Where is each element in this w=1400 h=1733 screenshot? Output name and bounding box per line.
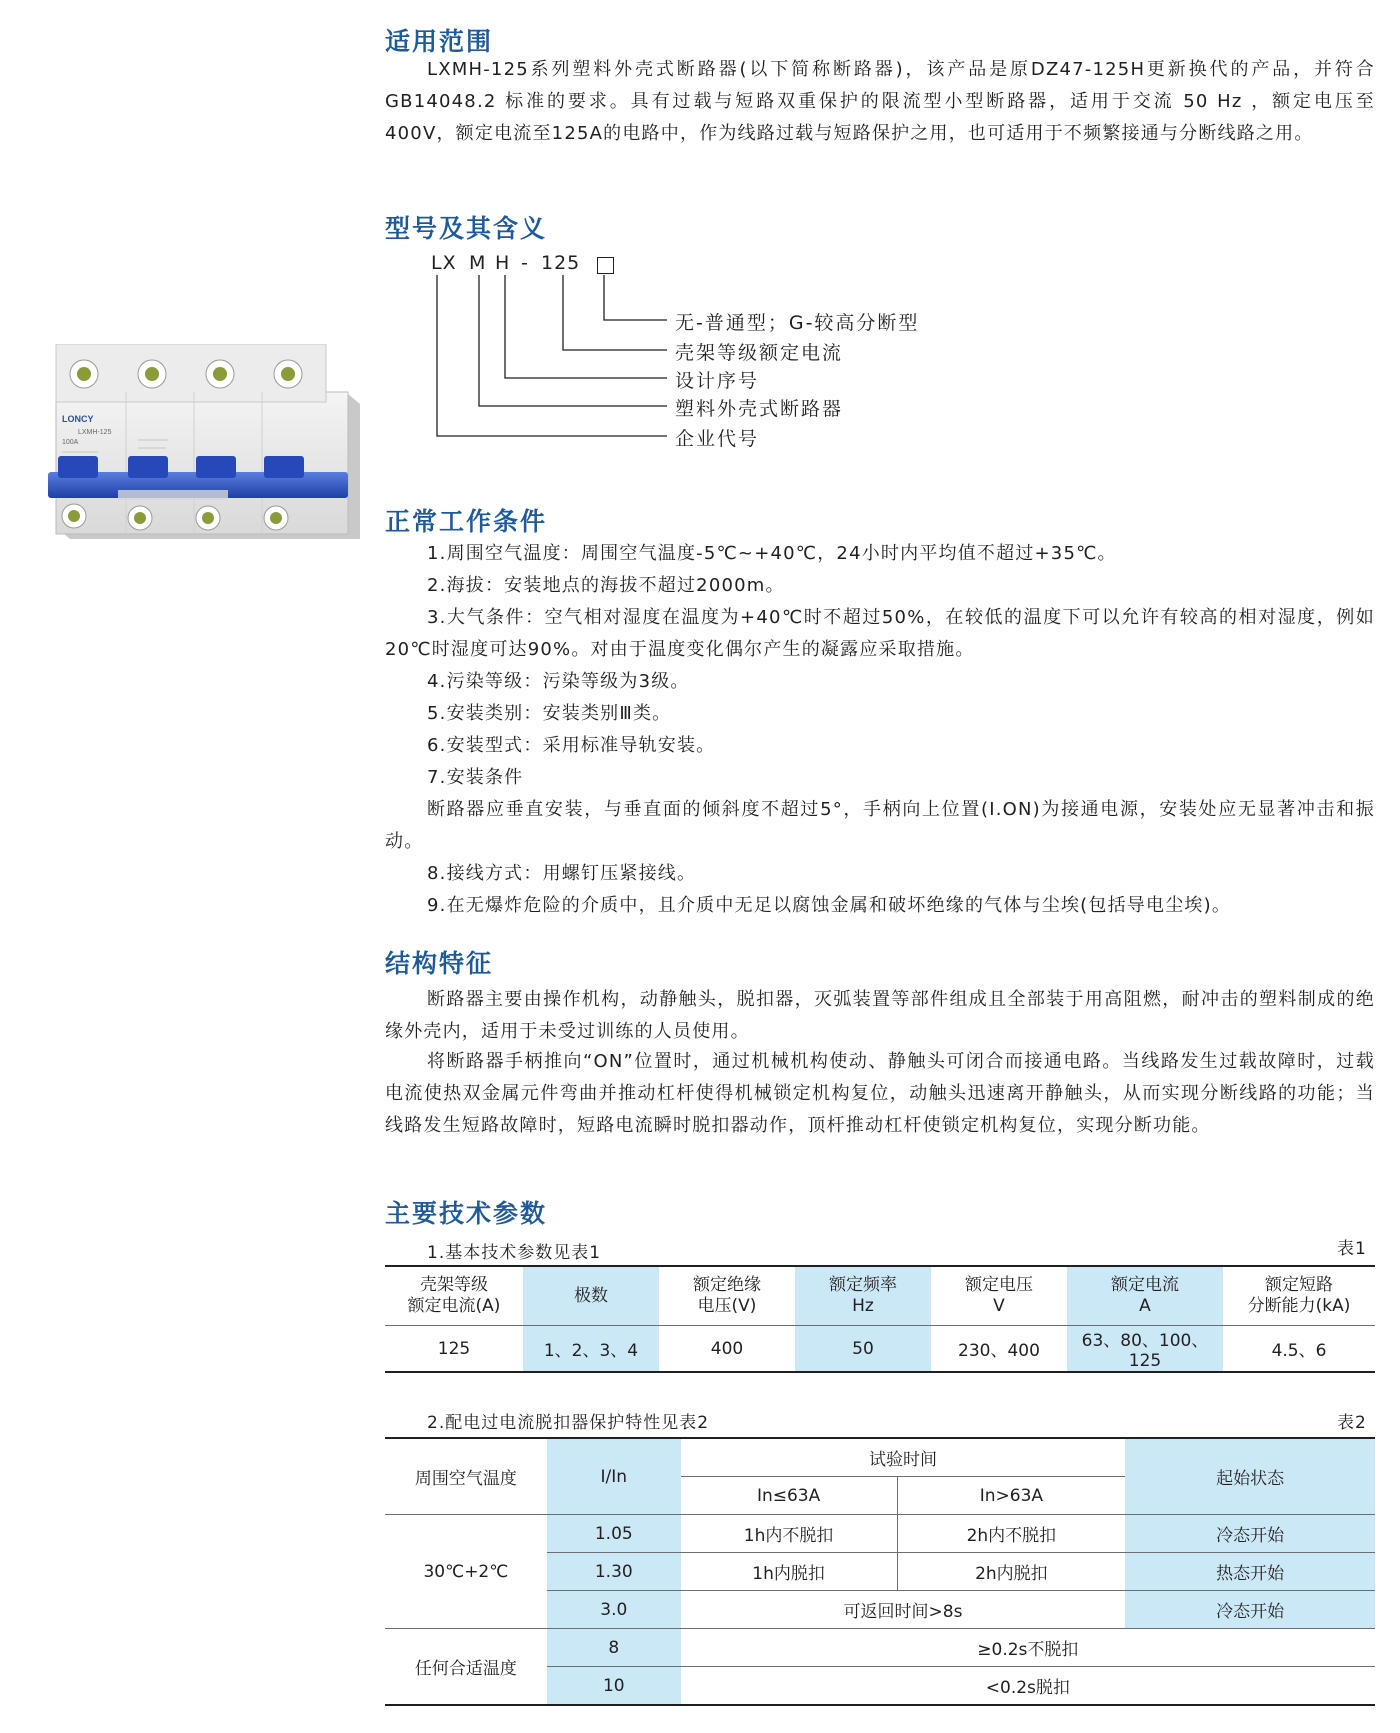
condition-item-1: 1.周围空气温度：周围空气温度-5℃~+40℃，24小时内平均值不超过+35℃。 [427,543,1117,564]
condition-item-9: 9.在无爆炸危险的介质中，且介质中无足以腐蚀金属和破坏绝缘的气体与尘埃(包括导电尘埃)。 [427,895,1232,916]
condition-item-5: 5.安装类别：安装类别Ⅲ类。 [427,703,672,724]
table2-caption: 2.配电过电流脱扣器保护特性见表2 [427,1413,710,1433]
table2-cell-temp-2: 任何合适温度 [385,1629,547,1706]
protection-characteristics-table [385,1437,1375,1706]
table2-cell-ratio: 3.0 [547,1591,681,1629]
condition-item-3: 3.大气条件：空气相对湿度在温度为+40℃时不超过50%，在较低的温度下可以允许有较高的相对湿度，例如20℃时湿度可达90%。对由于温度变化偶尔产生的凝露应采取措施。 [385,607,1375,660]
table1-header-rated-voltage: 额定电压 V [931,1266,1067,1326]
model-code-dash: - [521,252,529,274]
table2-row-4 [385,1629,1375,1667]
table1-label: 表1 [1337,1239,1367,1259]
table1-row [385,1326,1375,1373]
table1-header-breaking-capacity: 额定短路 分断能力(kA) [1223,1266,1375,1326]
scope-paragraph: LXMH-125系列塑料外壳式断路器(以下简称断路器)，该产品是原DZ47-125H更新换代的产品，并符合GB14048.2 标准的要求。具有过载与短路双重保护的限流型小型断路器，适用于交流 50 Hz ，额定电压至400V，额定电流至125A的电路中，作为线路过载与短路保护之用，也可适用于不频繁接通与分断线路之用。 [385,59,1375,144]
section-title-model: 型号及其含义 [385,214,548,243]
table2-cell-state: 冷态开始 [1125,1515,1375,1553]
table2-label: 表2 [1337,1413,1367,1433]
table2-header-test-time: 试验时间 [681,1438,1126,1477]
table2-cell-ratio: 10 [547,1667,681,1706]
table2-cell-high: 2h内脱扣 [897,1553,1125,1591]
table1-header-insulation-voltage: 额定绝缘 电压(V) [659,1266,795,1326]
table1-cell-breaking-capacity: 4.5、6 [1223,1326,1375,1373]
table1-header-frame-current: 壳架等级 额定电流(A) [385,1266,523,1326]
table1-cell-insulation-voltage: 400 [659,1326,795,1373]
breaker-brand: LONCY [62,414,94,424]
breaker-rating: 100A [62,439,79,446]
table2-cell-low: 1h内脱扣 [681,1553,897,1591]
circuit-breaker-image [48,344,378,574]
model-meaning-frame-current: 壳架等级额定电流 [675,342,844,364]
table2-header-row-1 [385,1438,1375,1477]
table1-cell-rated-voltage: 230、400 [931,1326,1067,1373]
breaker-model: LXMH-125 [78,429,112,436]
condition-item-7: 7.安装条件 [427,767,524,788]
table1-header-frequency: 额定频率 Hz [795,1266,931,1326]
model-code-lx: LX [431,252,457,274]
condition-item-2: 2.海拔：安装地点的海拔不超过2000m。 [427,575,785,596]
table2-header-ratio: I/In [547,1438,681,1515]
table2-cell-temp-1: 30℃+2℃ [385,1515,547,1629]
table2-cell-state: 热态开始 [1125,1553,1375,1591]
table1-cell-poles: 1、2、3、4 [523,1326,659,1373]
section-title-conditions: 正常工作条件 [385,507,548,536]
table1-cell-frequency: 50 [795,1326,931,1373]
section-title-scope: 适用范围 [385,27,494,56]
model-meaning-company: 企业代号 [675,428,760,450]
table1-header-row [385,1266,1375,1326]
structure-paragraph-1: 断路器主要由操作机构，动静触头，脱扣器，灭弧装置等部件组成且全部装于用高阻燃，耐冲击的塑料制成的绝缘外壳内，适用于未受过训练的人员使用。 [385,989,1375,1042]
section-title-structure: 结构特征 [385,949,494,978]
table2-header-low-current: In≤63A [681,1477,897,1515]
table2-cell-ratio: 1.05 [547,1515,681,1553]
table1-header-rated-current: 额定电流 A [1067,1266,1223,1326]
model-meaning-type: 无-普通型；G-较高分断型 [675,312,920,334]
model-meaning-design-no: 设计序号 [675,370,760,392]
condition-item-7-detail: 断路器应垂直安装，与垂直面的倾斜度不超过5°，手柄向上位置(I.ON)为接通电源，安装处应无显著冲击和振动。 [385,799,1375,852]
condition-item-6: 6.安装型式：采用标准导轨安装。 [427,735,716,756]
model-code-m: M [469,252,487,274]
table1-cell-rated-current: 63、80、100、125 [1067,1326,1223,1373]
table2-cell-low: 1h内不脱扣 [681,1515,897,1553]
structure-paragraph-2: 将断路器手柄推向“ON”位置时，通过机械机构使动、静触头可闭合而接通电路。当线路发生过载故障时，过载电流使热双金属元件弯曲并推动杠杆使得机械锁定机构复位，动触头迅速离开静触头，从而实现分断线路的功能；当线路发生短路故障时，短路电流瞬时脱扣器动作，顶杆推动杠杆使锁定机构复位，实现分断功能。 [385,1051,1375,1136]
table1-cell-frame-current: 125 [385,1326,523,1373]
table1-caption: 1.基本技术参数见表1 [427,1243,602,1263]
table2-cell-merged: 可返回时间>8s [681,1591,1126,1629]
table2-cell-state: 冷态开始 [1125,1591,1375,1629]
table2-cell-merged: ≥0.2s不脱扣 [681,1629,1375,1667]
section-title-params: 主要技术参数 [385,1199,548,1228]
condition-item-4: 4.污染等级：污染等级为3级。 [427,671,690,692]
table2-cell-ratio: 1.30 [547,1553,681,1591]
basic-params-table [385,1265,1375,1373]
model-meaning-mccb: 塑料外壳式断路器 [675,398,844,420]
model-code-h: H [495,252,511,274]
model-leader-lines [385,0,685,460]
table2-cell-merged: <0.2s脱扣 [681,1667,1375,1706]
table2-header-high-current: In>63A [897,1477,1125,1515]
condition-item-8: 8.接线方式：用螺钉压紧接线。 [427,863,697,884]
table2-cell-ratio: 8 [547,1629,681,1667]
table2-header-initial-state: 起始状态 [1125,1438,1375,1515]
model-code-125: 125 [541,252,581,274]
table2-header-temp: 周围空气温度 [385,1438,547,1515]
table2-cell-high: 2h内不脱扣 [897,1515,1125,1553]
table2-row-1 [385,1515,1375,1553]
table1-header-poles: 极数 [523,1266,659,1326]
